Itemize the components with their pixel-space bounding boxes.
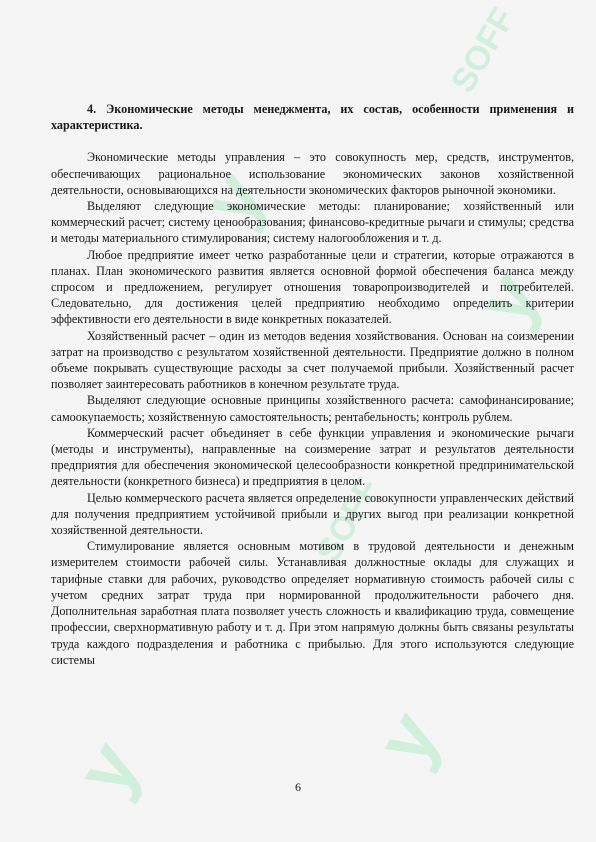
paragraph: Хозяйственный расчет – один из методов ведения хозяйствования. Основан на соизмерении затрат на производство с результатом хозяйственной деятельности. Предприятие должно в полном объеме покрывать существующие расходы за счет получаемой прибыли. Хозяйственный расчет позволяет заинтересовать работников в конечном результате труда. — [51, 328, 574, 392]
watermark-logo: у — [458, 256, 557, 339]
section-heading: 4. Экономические методы менеджмента, их состав, особенности применения и характеристика. — [51, 102, 574, 133]
watermark-logo: у — [183, 156, 282, 239]
watermark-text: SOFF — [309, 471, 388, 569]
paragraph: Стимулирование является основным мотивом в трудовой деятельности и денежным измерителем стоимости рабочей силы. Устанавливая должностные оклады для служащих и тарифные ставки для рабочих, руководство определяет нормативную стоимость рабочей силы с учетом средних затрат труда при нормированной продолжительности рабочего дня. Дополнительная заработная плата позволяет учесть сложность и квалификацию труда, совмещение профессии, сверхнормативную работу и т. д. При этом напрямую должны быть связаны результаты труда каждого подразделения и работника с прибылью. Для этого используются следующие системы — [51, 539, 574, 667]
watermark-bottom-left — [59, 727, 157, 809]
document-body — [51, 101, 574, 668]
watermark-top-right — [444, 1, 522, 99]
page-number: 6 — [295, 780, 301, 794]
paragraph: Целью коммерческого расчета является определение совокупности управленческих действий для получения предприятием устойчивой прибыли и других выгод при реализации конкретной хозяйственной деятельности. — [51, 490, 574, 538]
paragraph: Коммерческий расчет объединяет в себе функции управления и экономические рычаги (методы и инструменты), направленные на соизмерение затрат и результатов деятельности предприятия для обеспечения экономической целесообразности конкретной предпринимательской деятельности (конкретного бизнеса) и предприятия в целом. — [51, 425, 574, 489]
watermark-text: SOFF — [444, 1, 523, 99]
watermark-logo: у — [58, 726, 157, 809]
paragraph: Выделяют следующие основные принципы хозяйственного расчета: самофинансирование; самоокупаемость; хозяйственную самостоятельность; рентабельность; контроль рублем. — [51, 393, 574, 424]
paragraph: Экономические методы управления – это совокупность мер, средств, инструментов, обеспечивающих рациональное использование экономических законов хозяйственной деятельности, основывающихся на деятельности экономических факторов рыночной экономики. — [51, 150, 574, 197]
watermark-logo: у — [358, 696, 457, 779]
watermark-bottom-right — [359, 697, 457, 779]
paragraph: Выделяют следующие экономические методы: планирование; хозяйственный или коммерческий расчет; систему ценообразования; финансово-кредитные рычаги и стимулы; средства и методы материального стимулирования; систему налогообложения и т. д. — [51, 199, 574, 246]
paragraph: Любое предприятие имеет четко разработанные цели и стратегии, которые отражаются в планах. План экономического развития является основной формой обеспечения баланса между спросом и предложением, регулирует отношения товаропроизводителей и потребителей. Следовательно, для достижения целей предприятию необходимо определить критерии эффективности его деятельности в виде конкретных показателей. — [51, 247, 574, 327]
